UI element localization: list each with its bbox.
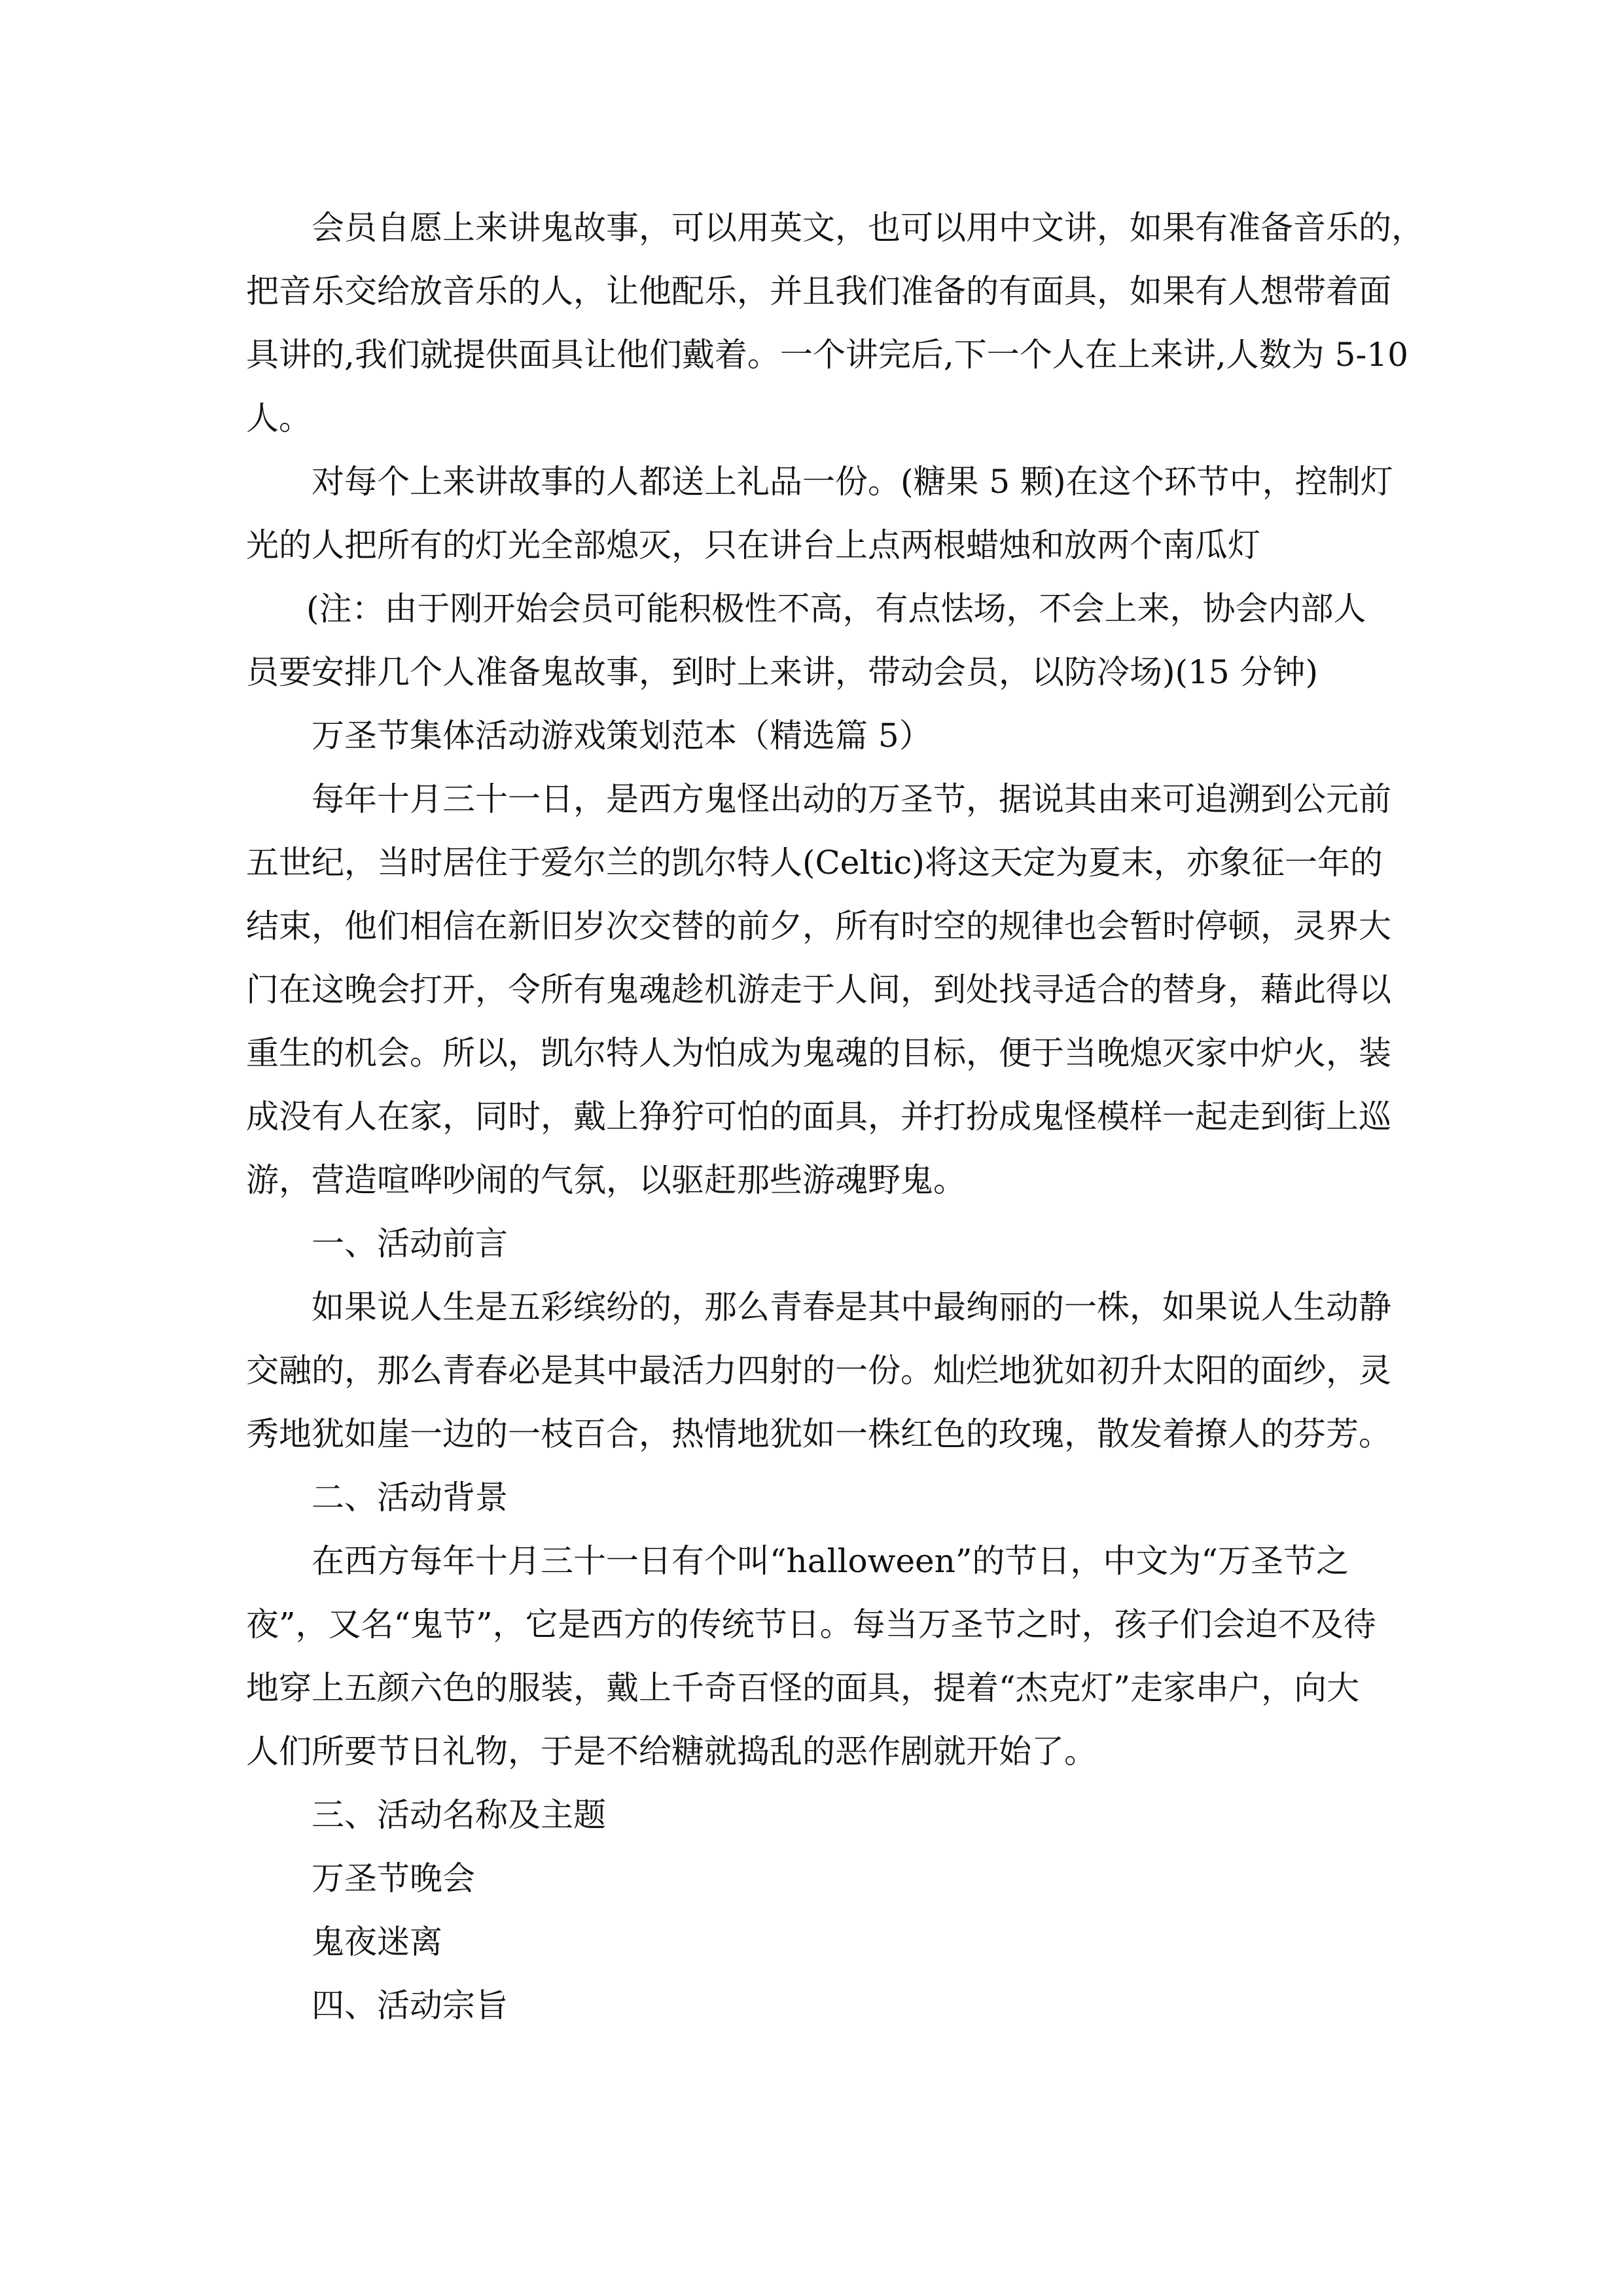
text-line: 在西方每年十月三十一日有个叫“halloween”的节日，中文为“万圣节之 [312,1542,1349,1580]
activity-name [246,1847,1424,1910]
text-line: 人。 [246,399,312,437]
document-body [246,196,1424,2037]
text-line: 二、活动背景 [312,1479,508,1516]
heading-activity-name-theme [246,1784,1424,1847]
text-line: 鬼夜迷离 [312,1923,442,1961]
text-line: 对每个上来讲故事的人都送上礼品一份。(糖果 5 颗)在这个环节中，控制灯 [312,463,1393,501]
text-line: 成没有人在家，同时，戴上狰狞可怕的面具，并打扮成鬼怪模样一起走到街上巡 [246,1098,1391,1136]
text-line: 人们所要节日礼物，于是不给糖就捣乱的恶作剧就开始了。 [246,1732,1097,1770]
text-line: 秀地犹如崖一边的一枝百合，热情地犹如一株红色的玫瑰，散发着撩人的芬芳。 [246,1415,1391,1453]
paragraph-preface [246,1276,1424,1466]
text-line: 交融的，那么青春必是其中最活力四射的一份。灿烂地犹如初升太阳的面纱，灵 [246,1352,1391,1390]
text-line: 万圣节晚会 [312,1859,475,1897]
text-line: 会员自愿上来讲鬼故事，可以用英文，也可以用中文讲，如果有准备音乐的， [312,209,1424,247]
text-line: 每年十月三十一日，是西方鬼怪出动的万圣节，据说其由来可追溯到公元前 [312,780,1391,818]
paragraph-background [246,1530,1424,1784]
text-line: 把音乐交给放音乐的人，让他配乐，并且我们准备的有面具，如果有人想带着面 [246,272,1391,310]
section-title-sample-5 [246,704,1424,768]
text-line: 游，营造喧哗吵闹的气氛，以驱赶那些游魂野鬼。 [246,1161,966,1199]
text-line: 五世纪，当时居住于爱尔兰的凯尔特人(Celtic)将这天定为夏末，亦象征一年的 [246,844,1383,882]
text-line: (注：由于刚开始会员可能积极性不高，有点怯场，不会上来，协会内部人 [306,590,1366,628]
heading-activity-preface [246,1212,1424,1276]
text-line: 一、活动前言 [312,1225,508,1263]
paragraph-note [246,577,1424,704]
text-line: 门在这晚会打开，令所有鬼魂趁机游走于人间，到处找寻适合的替身，藉此得以 [246,971,1391,1009]
heading-activity-purpose [246,1974,1424,2037]
paragraph-gift-and-lighting [246,450,1424,577]
text-line: 万圣节集体活动游戏策划范本（精选篇 5） [312,717,932,755]
heading-activity-background [246,1466,1424,1530]
activity-theme [246,1910,1424,1974]
text-line: 四、活动宗旨 [312,1986,508,2024]
text-line: 结束，他们相信在新旧岁次交替的前夕，所有时空的规律也会暂时停顿，灵界大 [246,907,1391,945]
text-line: 夜”，又名“鬼节”，它是西方的传统节日。每当万圣节之时，孩子们会迫不及待 [246,1605,1376,1643]
text-line: 如果说人生是五彩缤纷的，那么青春是其中最绚丽的一株，如果说人生动静 [312,1288,1391,1326]
text-line: 三、活动名称及主题 [312,1796,606,1834]
text-line: 地穿上五颜六色的服装，戴上千奇百怪的面具，提着“杰克灯”走家串户，向大 [246,1669,1360,1707]
text-line: 具讲的,我们就提供面具让他们戴着。一个讲完后,下一个人在上来讲,人数为 5-10 [246,336,1408,374]
paragraph-ghost-story-rules [246,196,1424,450]
paragraph-halloween-origin [246,768,1424,1212]
text-line: 重生的机会。所以，凯尔特人为怕成为鬼魂的目标，便于当晚熄灭家中炉火，装 [246,1034,1391,1072]
text-line: 光的人把所有的灯光全部熄灭，只在讲台上点两根蜡烛和放两个南瓜灯 [246,526,1260,564]
text-line: 员要安排几个人准备鬼故事，到时上来讲，带动会员，以防冷场)(15 分钟) [246,653,1319,691]
